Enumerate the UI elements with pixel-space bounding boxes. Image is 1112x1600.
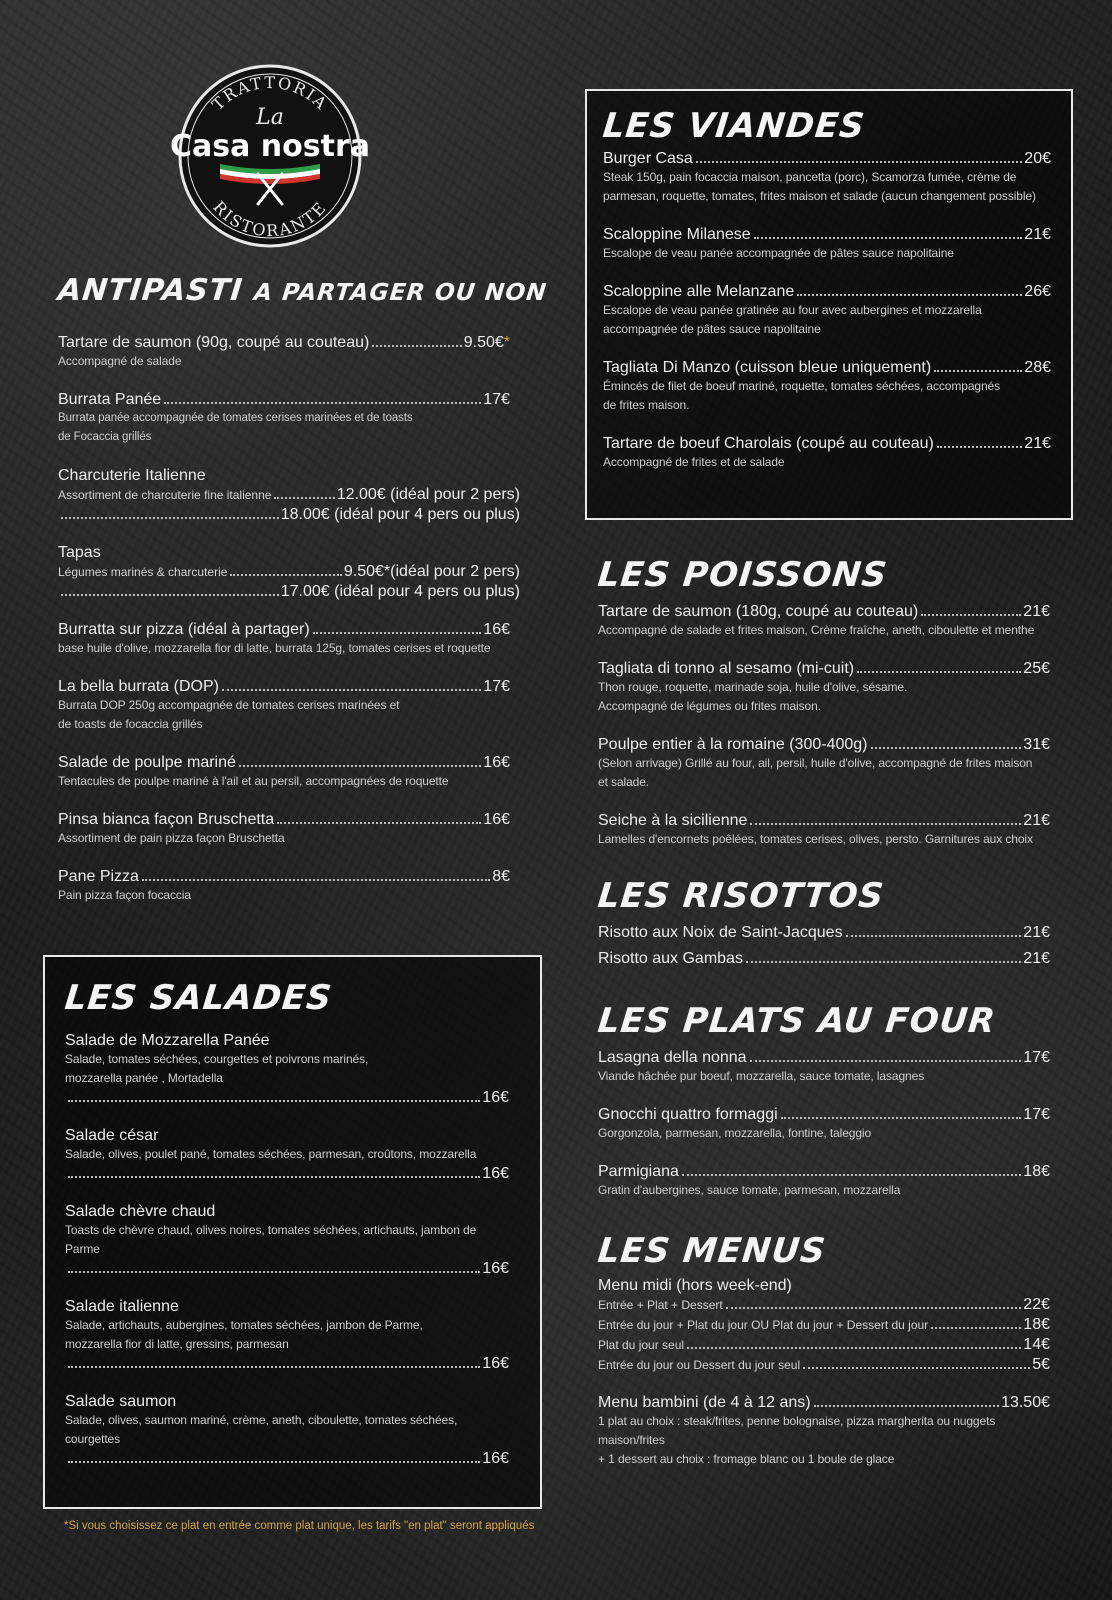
logo-emblem bbox=[160, 56, 380, 256]
menu-item: Seiche à la sicilienne 21€ Lamelles d'encornets poêlées, tomates cerises, olives, persto. Garnitures aux choix bbox=[598, 812, 1050, 846]
menu-item: Tagliata Di Manzo (cuisson bleue uniquement) 28€ Émincés de filet de boeuf mariné, roquette, tomates séchées, accompagnés de frites maison. bbox=[603, 359, 1051, 412]
menu-item: Scaloppine Milanese 21€ Escalope de veau panée accompagnée de pâtes sauce napolitaine bbox=[603, 226, 1051, 260]
menu-item: Pane Pizza 8€ Pain pizza façon focaccia bbox=[58, 868, 510, 902]
menu-item: Salade chèvre chaud Toasts de chèvre chaud, olives noires, tomates séchées, artichauts, jambon de Parme 16€ bbox=[65, 1203, 509, 1277]
salades-box bbox=[43, 955, 542, 1509]
viandes-box bbox=[585, 89, 1073, 520]
menus-title: LES MENUS bbox=[595, 1231, 828, 1271]
menu-item: Risotto aux Gambas 21€ bbox=[598, 950, 1050, 967]
menu-item: Salade italienne Salade, artichauts, aubergines, tomates séchées, jambon de Parme, mozzarella fior di latte, gressins, parmesan 16€ bbox=[65, 1298, 509, 1372]
menu-item: Charcuterie Italienne Assortiment de charcuterie fine italienne 12.00€ (idéal pour 2 pers) 18.00€ (idéal pour 4 pers ou plus) bbox=[58, 467, 520, 523]
menus-section bbox=[595, 1230, 1053, 1469]
menu-midi: Menu midi (hors week-end) Entrée + Plat + Dessert 22€ Entrée du jour + Plat du jour OU Plat du jour + Dessert du jour 18€ Plat du jour seul 14€ Entrée du jour ou Dessert du jour seul 5€ bbox=[598, 1277, 1050, 1373]
menu-item: La bella burrata (DOP) 17€ Burrata DOP 250g accompagnée de tomates cerises marinées et de toasts de focaccia grillés bbox=[58, 678, 510, 731]
poissons-title: LES POISSONS bbox=[595, 555, 890, 595]
menu-item: Scaloppine alle Melanzane 26€ Escalope de veau panée gratinée au four avec aubergines et mozzarella accompagnée de pâtes sauce napolitaine bbox=[603, 283, 1051, 336]
menu-item: Salade de poulpe mariné 16€ Tentacules de poulpe mariné à l'ail et au persil, accompagnées de roquette bbox=[58, 754, 510, 788]
svg-text:La: La bbox=[256, 105, 284, 130]
menu-bambini: Menu bambini (de 4 à 12 ans) 13.50€ 1 plat au choix : steak/frites, penne bolognaise, pizza margherita ou nuggets maison/frites + 1 dessert au choix : fromage blanc ou 1 boule de glace bbox=[598, 1394, 1050, 1466]
antipasti-title: ANTIPASTI A PARTAGER OU NON bbox=[56, 273, 549, 308]
menu-item: Salade césar Salade, olives, poulet pané, tomates séchées, parmesan, croûtons, mozzarella 16€ bbox=[65, 1127, 509, 1182]
right-column bbox=[595, 554, 1053, 1469]
viandes-title: LES VIANDES bbox=[600, 106, 867, 146]
poissons-section bbox=[595, 554, 1053, 849]
menu-item: Salade de Mozzarella Panée Salade, tomates séchées, courgettes et poivrons marinés, mozzarella panée , Mortadella 16€ bbox=[65, 1032, 509, 1106]
menu-item: Burratta sur pizza (idéal à partager) 16€ base huile d'olive, mozzarella fior di latte, burrata 125g, tomates cerises et roquette bbox=[58, 621, 510, 655]
plats-four-title: LES PLATS AU FOUR bbox=[595, 1001, 998, 1041]
menu-item: Burrata Panée 17€ Burrata panée accompagnée de tomates cerises marinées et de toasts de Focaccia grillés bbox=[58, 391, 510, 443]
svg-text:RISTORANTE: RISTORANTE bbox=[209, 197, 331, 241]
menu-item: Tagliata di tonno al sesamo (mi-cuit) 25€ Thon rouge, roquette, marinade soja, huile d'olive, sésame. Accompagné de légumes ou frites maison. bbox=[598, 660, 1050, 713]
salades-title: LES SALADES bbox=[62, 978, 335, 1018]
logo-name: Casa nostra bbox=[169, 129, 371, 164]
menu-item: Parmigiana 18€ Gratin d'aubergines, sauce tomate, parmesan, mozzarella bbox=[598, 1163, 1050, 1197]
menu-item: Tartare de saumon (90g, coupé au couteau) 9.50€ * Accompagné de salade bbox=[58, 334, 510, 368]
svg-text:TRATTORIA: TRATTORIA bbox=[208, 72, 332, 115]
footnote: *Si vous choisissez ce plat en entrée comme plat unique, les tarifs "en plat" seront appliqués bbox=[64, 1520, 535, 1532]
restaurant-logo bbox=[160, 56, 380, 256]
menu-item: Tartare de boeuf Charolais (coupé au couteau) 21€ Accompagné de frites et de salade bbox=[603, 435, 1051, 469]
risottos-section bbox=[595, 875, 1053, 968]
menu-item: Salade saumon Salade, olives, saumon mariné, crème, aneth, ciboulette, tomates séchées, courgettes 16€ bbox=[65, 1393, 509, 1467]
risottos-title: LES RISOTTOS bbox=[595, 876, 887, 916]
menu-item: Pinsa bianca façon Bruschetta 16€ Assortiment de pain pizza façon Bruschetta bbox=[58, 811, 510, 845]
menu-item: Tartare de saumon (180g, coupé au couteau) 21€ Accompagné de salade et frites maison, Crème fraîche, aneth, ciboulette et menthe bbox=[598, 603, 1050, 637]
antipasti-section bbox=[56, 272, 549, 905]
menu-item: Risotto aux Noix de Saint-Jacques 21€ bbox=[598, 924, 1050, 941]
menu-item: Burger Casa 20€ Steak 150g, pain focaccia maison, pancetta (porc), Scamorza fumée, crème de parmesan, roquette, tomates, frites maison et salade (aucun changement possible) bbox=[603, 150, 1051, 203]
menu-item: Poulpe entier à la romaine (300-400g) 31€ (Selon arrivage) Grillé au four, ail, persil, huile d'olive, accompagné de frites maison et salade. bbox=[598, 736, 1050, 789]
plats-four-section bbox=[595, 1000, 1053, 1200]
menu-item: Lasagna della nonna 17€ Viande hâchée pur boeuf, mozzarella, sauce tomate, lasagnes bbox=[598, 1049, 1050, 1083]
menu-item: Tapas Légumes marinés & charcuterie 9.50€ * (idéal pour 2 pers) 17.00€ (idéal pour 4 pers ou plus) bbox=[58, 544, 520, 600]
menu-item: Gnocchi quattro formaggi 17€ Gorgonzola, parmesan, mozzarella, fontine, taleggio bbox=[598, 1106, 1050, 1140]
